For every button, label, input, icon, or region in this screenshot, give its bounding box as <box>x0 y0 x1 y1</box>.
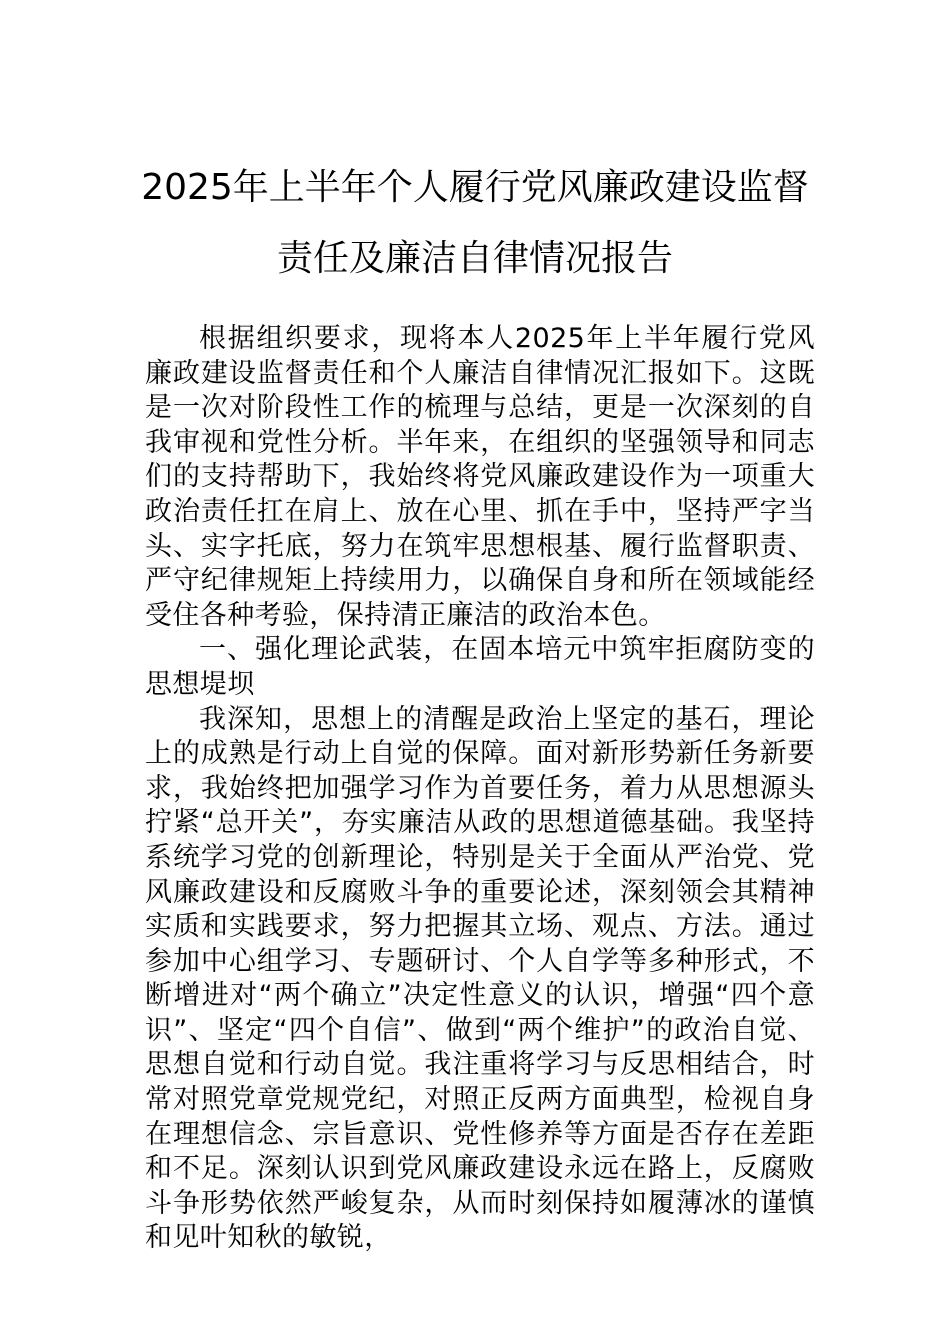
paragraph-section-1: 我深知，思想上的清醒是政治上坚定的基石，理论上的成熟是行动上自觉的保障。面对新形势新任务新要求，我始终把加强学习作为首要任务，着力从思想源头拧紧“总开关”，夯实廉洁从政的思想道德基础。我坚持系统学习党的创新理论，特别是关于全面从严治党、党风廉政建设和反腐败斗争的重要论述，深刻领会其精神实质和实践要求，努力把握其立场、观点、方法。通过参加中心组学习、专题研讨、个人自学等多种形式，不断增进对“两个确立”决定性意义的认识，增强“四个意识”、坚定“四个自信”、做到“两个维护”的政治自觉、思想自觉和行动自觉。我注重将学习与反思相结合，时常对照党章党规党纪，对照正反两方面典型，检视自身在理想信念、宗旨意识、党性修养等方面是否存在差距和不足。深刻认识到党风廉政建设永远在路上，反腐败斗争形势依然严峻复杂，从而时刻保持如履薄冰的谨慎和见叶知秋的敏锐， <box>145 703 815 1254</box>
paragraph-intro: 根据组织要求，现将本人2025年上半年履行党风廉政建设监督责任和个人廉洁自律情况汇报如下。这既是一次对阶段性工作的梳理与总结，更是一次深刻的自我审视和党性分析。半年来，在组织的坚强领导和同志们的支持帮助下，我始终将党风廉政建设作为一项重大政治责任扛在肩上、放在心里、抓在手中，坚持严字当头、实字托底，努力在筑牢思想根基、履行监督职责、严守纪律规矩上持续用力，以确保自身和所在领域能经受住各种考验，保持清正廉洁的政治本色。 <box>145 323 815 631</box>
document-body <box>145 322 815 1256</box>
section-heading-1: 一、强化理论武装，在固本培元中筑牢拒腐防变的思想堤坝 <box>145 634 815 700</box>
document-title-line-2: 责任及廉洁自律情况报告 <box>276 238 673 279</box>
document-title-line-1: 2025年上半年个人履行党风廉政建设监督 <box>141 167 809 208</box>
